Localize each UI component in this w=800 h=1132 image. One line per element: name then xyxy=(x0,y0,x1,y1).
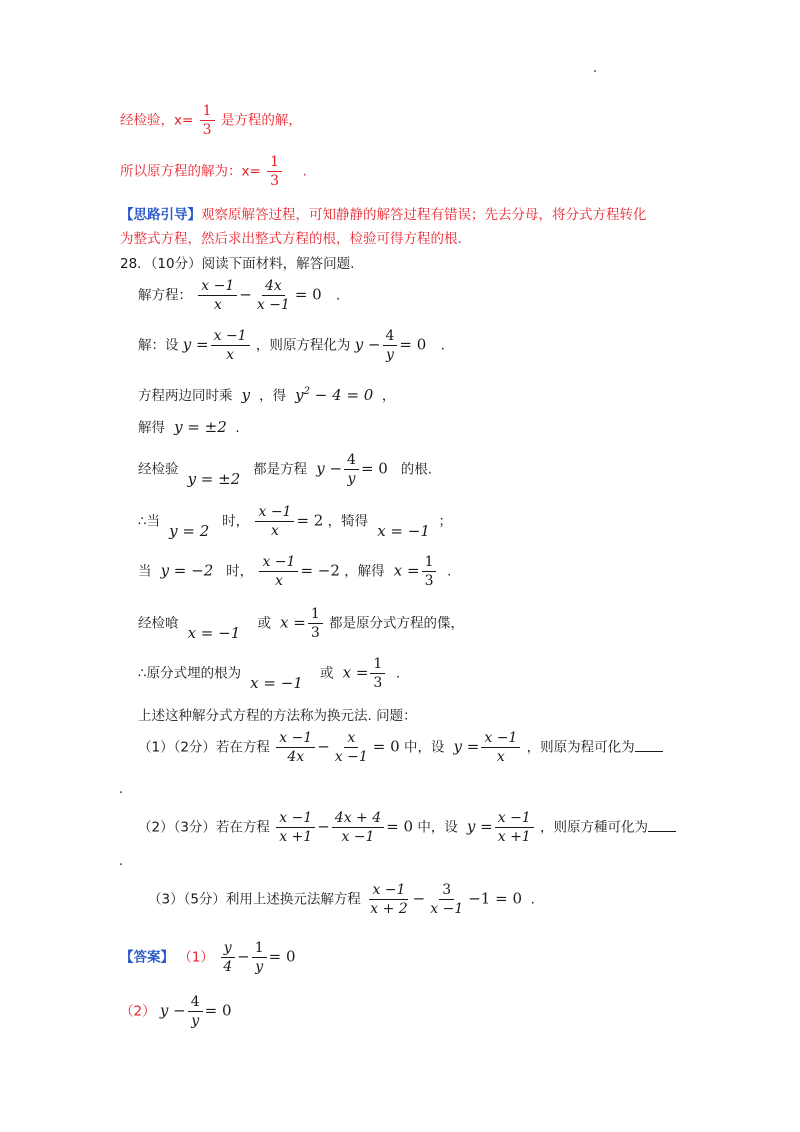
answer-blank-1[interactable] xyxy=(635,739,663,752)
frac: $\frac{4}{y}$ xyxy=(188,994,203,1029)
check-x-line: 经检喰 x = −1 或 x = $\frac{1}{3}$ 都是原分式方程的偞， xyxy=(138,606,465,642)
frac: $\frac{x -1}{x}$ xyxy=(255,504,294,539)
answer-1: 【答案】 （1） $\frac{y}{4}$ − $\frac{1}{y}$ = 0 xyxy=(120,940,296,976)
frac: $\frac{4}{y}$ xyxy=(383,328,398,363)
check2-b: 或 xyxy=(257,615,271,632)
fraction-one-third: $\frac{1}{3}$ xyxy=(200,103,215,138)
frac: $\frac{x}{x -1}$ xyxy=(334,730,368,766)
multiply-line: 方程两边同时乘 y ，得 $y^2 - 4 = 0$ ， xyxy=(138,386,396,404)
question-3: （3）（5分）利用上述换元法解方程 $\frac{x -1}{x + 2}$ − $\frac{3}{x -1}$ −1 = 0 . xyxy=(148,882,535,918)
period-mark: . xyxy=(119,854,124,869)
solve-y-line: 解得 y = ±2 . xyxy=(138,418,240,436)
frac: $\frac{3}{x -1}$ xyxy=(430,882,464,918)
check-suffix: 是方程的解， xyxy=(220,112,302,129)
q1-b: 中，设 xyxy=(403,739,445,756)
when2-b: 时， xyxy=(226,563,254,580)
equation-line: 解方程： $\frac{x -1}{x}$ − $\frac{4x}{x -1}$ = 0 . xyxy=(138,278,341,314)
roots-line: ∴原分式埋的根为 x = −1 或 x = $\frac{1}{3}$ . xyxy=(138,656,401,692)
answer-2-label: （2） xyxy=(120,1003,156,1020)
sol-intro-b: ，则原方程化为 xyxy=(255,337,351,354)
answer-blank-2[interactable] xyxy=(648,819,676,832)
root-b: 或 xyxy=(320,665,334,682)
check-c: 的根. xyxy=(400,461,433,478)
q2-a: （2）（3分）若在方程 xyxy=(138,819,270,836)
substitution-line: 解：设 y = $\frac{x -1}{x}$ ，则原方程化为 y − $\frac{4}{y}$ = 0 . xyxy=(138,328,445,364)
frac: $\frac{x -1}{x}$ xyxy=(481,730,520,765)
answer-2: （2） y − $\frac{4}{y}$ = 0 xyxy=(120,994,232,1030)
when2-a: 当 xyxy=(138,563,152,580)
check-a: 经检验 xyxy=(138,461,179,478)
when1-b: 时， xyxy=(222,513,250,530)
q2-b: 中，设 xyxy=(417,819,458,836)
period-mark: . xyxy=(119,782,124,797)
method-line: 上述这种解分式方程的方法称为换元法. 问题： xyxy=(138,708,417,724)
check-y-line: 经检验 y = ±2 都是方程 y − $\frac{4}{y}$ = 0 的根. xyxy=(138,452,433,488)
root-a: ∴原分式埋的根为 xyxy=(138,665,242,682)
when1-c: ，犄得 xyxy=(327,513,369,530)
sol-intro-a: 解：设 xyxy=(138,337,179,354)
frac: $\frac{1}{3}$ xyxy=(422,554,437,589)
q1-a: （1）（2分）若在方程 xyxy=(138,739,270,756)
frac: $\frac{1}{y}$ xyxy=(252,940,267,975)
multiply-b: ，得 xyxy=(259,388,287,404)
multiply-a: 方程两边同时乘 xyxy=(138,388,233,404)
solve-label: 解方程： xyxy=(138,287,192,304)
solve-get: 解得 xyxy=(138,420,165,436)
frac: $\frac{4}{y}$ xyxy=(344,452,359,487)
case-1-line: ∴当 y = 2 时， $\frac{x -1}{x}$ = 2 ，犄得 x = −1 ； xyxy=(138,504,452,540)
frac: $\frac{4x + 4}{x -1}$ xyxy=(332,810,384,845)
check-b: 都是方程 xyxy=(253,461,308,478)
solution-suffix: . xyxy=(302,163,307,180)
frac: $\frac{4x}{x -1}$ xyxy=(256,278,290,314)
answer-tag: 【答案】 xyxy=(120,949,174,966)
when2-c: ，解得 xyxy=(344,563,385,580)
frac: $\frac{x -1}{x +1}$ xyxy=(276,810,315,845)
q3-a: （3）（5分）利用上述换元法解方程 xyxy=(148,891,361,908)
check2-c: 都是原分式方程的偞， xyxy=(329,615,465,632)
frac: $\frac{1}{3}$ xyxy=(370,656,385,691)
frac: $\frac{1}{3}$ xyxy=(308,606,323,641)
top-dot xyxy=(594,70,596,72)
frac: $\frac{x -1}{x + 2}$ xyxy=(370,882,408,918)
check-line xyxy=(120,103,302,138)
hint-text-1: 观察原解答过程，可知静静的解答过程有错误；先去分母，将分式方程转化 xyxy=(201,207,647,223)
q1-c: ，则原为程可化为 xyxy=(526,739,635,756)
frac: $\frac{x -1}{x}$ xyxy=(259,554,298,589)
solution-prefix: 所以原方程的解为：x= xyxy=(120,163,261,180)
hint-tag: 【思路引导】 xyxy=(120,207,201,223)
answer-1-label: （1） xyxy=(178,949,214,966)
frac: $\frac{y}{4}$ xyxy=(220,940,235,975)
frac: $\frac{x -1}{x}$ xyxy=(211,328,250,363)
when1-a: ∴当 xyxy=(138,513,161,530)
frac: $\frac{x -1}{x}$ xyxy=(198,278,237,313)
frac: $\frac{x -1}{4x}$ xyxy=(276,730,315,765)
hint-line-2: 为整式方程，然后求出整式方程的根，检验可得方程的根. xyxy=(120,231,462,247)
q2-c: ，则原方種可化为 xyxy=(540,819,648,836)
case-2-line: 当 y = −2 时， $\frac{x -1}{x}$ = −2 ，解得 x = $\frac{1}{3}$ . xyxy=(138,554,452,590)
problem-header: 28．（10分）阅读下面材料，解答问题. xyxy=(120,256,355,272)
check2-a: 经检喰 xyxy=(138,615,179,632)
hint-line-1 xyxy=(120,203,647,223)
solution-line xyxy=(120,154,307,189)
check-prefix: 经检验，x= xyxy=(120,112,194,129)
question-1: （1）（2分）若在方程 $\frac{x -1}{4x}$ − $\frac{x}{x -1}$ = 0 中，设 y = $\frac{x -1}{x}$ ，则原为程可化为 xyxy=(138,730,663,765)
question-2: （2）（3分）若在方程 $\frac{x -1}{x +1}$ − $\frac{4x + 4}{x -1}$ = 0 中，设 y = $\frac{x -1}{x +1}$ ，则原方種可化为 xyxy=(138,810,676,845)
frac: $\frac{x -1}{x +1}$ xyxy=(495,810,534,845)
fraction-one-third: $\frac{1}{3}$ xyxy=(267,154,282,189)
